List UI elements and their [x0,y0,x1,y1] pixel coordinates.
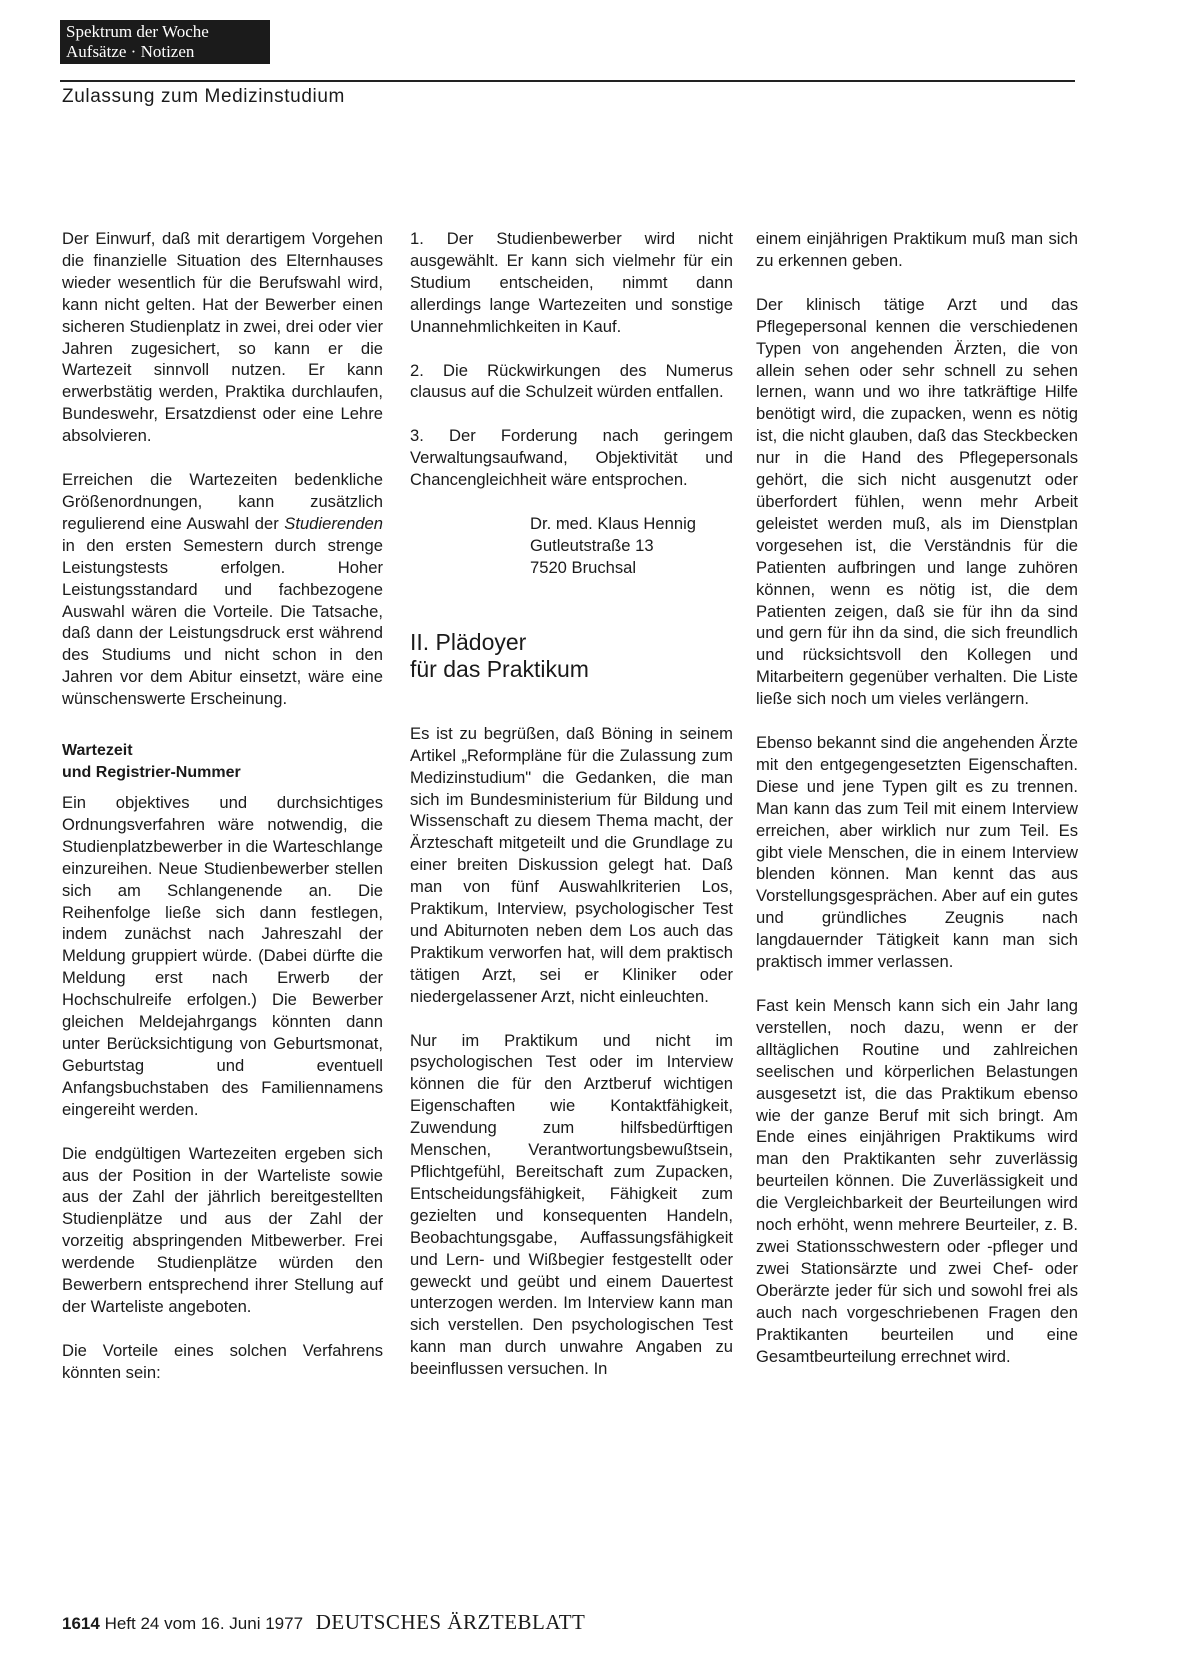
author-name: Dr. med. Klaus Hennig [530,514,697,534]
section-title-line2: für das Praktikum [410,655,589,682]
page-number: 1614 [62,1614,100,1633]
paragraph: Die endgültigen Wartezeiten ergeben sich aus der Position in der Warteliste sowie aus der Zahl der jährlich bereitgestellten Studienplätze und aus der Zahl der vorzeitig abspringenden Mitbewerber. Frei werdende Studienplätze würden den Bewerbern entsprechend ihrer Stellung auf der Warteliste angeboten. [62,1143,383,1316]
paragraph: Der klinisch tätige Arzt und das Pflegepersonal kennen die verschiedenen Typen von angehenden Ärzten, die von allein sehen oder sehr schnell zu sehen lernen, wann und wo ihre tatkräftige Hilfe benötigt wird, die zupacken, wenn es nötig ist, die nicht glauben, daß das Steckbecken nur in die Hand des Pflegepersonals gehört, die sich nicht ausgenutzt oder überfordert fühlen, wenn mehr Arbeit geleistet werden muß, als im Dienstplan vorgesehen ist, die Verständnis für die Patienten aufbringen und lange zuhören können, wenn es nötig ist, die dem Patienten zeigen, daß sie für ihn da sind und gern für ihn da sind, die sich freundlich und rücksichtsvoll den Kollegen und Mitarbeitern gegenüber verhalten. Die Liste ließe sich noch um vieles verlängern. [756,294,1078,709]
italic-term: Studierenden [284,513,383,533]
author-street: Gutleutstraße 13 [530,535,654,555]
section-label-line1: Spektrum der Woche [66,22,209,41]
subheading [62,740,383,784]
author-city: 7520 Bruchsal [530,557,637,577]
journal-name: DEUTSCHES ÄRZTEBLATT [315,1610,586,1634]
paragraph: Die Vorteile eines solchen Verfahrens könnten sein: [62,1340,383,1382]
paragraph: 1. Der Studienbewerber wird nicht ausgewählt. Er kann sich vielmehr für ein Studium entscheiden, nimmt dann allerdings lange Wartezeiten und sonstige Unannehmlichkeiten in Kauf. [410,229,733,336]
section-label-box [60,20,270,64]
paragraph: Es ist zu begrüßen, daß Böning in seinem Artikel „Reformpläne für die Zulassung zum Medizinstudium" die Gedanken, die man sich im Bundesministerium für Bildung und Wissenschaft zu diesem Thema macht, der Ärzteschaft mitgeteilt und die Grundlage zu einer breiten Diskussion gelegt hat. Daß man von fünf Auswahlkriterien Los, Praktikum, Interview, psychologischer Test und Abiturnoten neben dem Los auch das Praktikum verworfen hat, will dem praktisch tätigen Arzt, sei er Kliniker oder niedergelassener Arzt, nicht einleuchten. [410,723,733,1006]
column-2 [410,228,733,1402]
subheading-line1: Wartezeit [62,742,133,760]
issue-info: Heft 24 vom 16. Juni 1977 [104,1614,304,1633]
page-footer [62,1610,585,1635]
column-3 [756,228,1078,1389]
paragraph: einem einjährigen Praktikum muß man sich zu erkennen geben. [756,229,1078,270]
paragraph: Nur im Praktikum und nicht im psychologischen Test oder im Interview können die für den Arztberuf wichtigen Eigenschaften wie Kontaktfähigkeit, Zuwendung zum hilfsbedürftigen Menschen, Verantwortungsbewußtsein, Pflichtgefühl, Bereitschaft zum Zupacken, Entscheidungsfähigkeit, Fähigkeit zum gezielten und konsequenten Handeln, Beobachtungsgabe, Auffassungsfähigkeit und Lern- und Wißbegier festgestellt oder geweckt und geübt und einem Dauertest unterzogen werden. Im Interview kann man sich verstellen. Den psychologischen Test kann man durch unwahre Angaben zu beeinflussen versuchen. In [410,1030,733,1379]
author-signature [530,513,733,579]
paragraph: 3. Der Forderung nach geringem Verwaltungsaufwand, Objektivität und Chancengleichheit wäre entsprochen. [410,426,733,490]
paragraph: Fast kein Mensch kann sich ein Jahr lang verstellen, noch dazu, wenn er der alltäglichen Routine und zahlreichen seelischen und körperlichen Belastungen ausgesetzt ist, die das Praktikum ebenso wie der ganze Beruf mit sich bringt. Am Ende eines einjährigen Praktikums wird man den Praktikanten sehr zuverlässig beurteilen können. Die Zuverlässigkeit und die Vergleichbarkeit der Beurteilungen wird noch erhöht, wenn mehrere Beurteiler, z. B. zwei Stationsschwestern oder -pfleger und zwei Stationsärzte und zwei Chef- oder Oberärzte jeder für sich und sowohl frei als auch nach vorgeschriebenen Fragen den Praktikanten beurteilen und eine Gesamtbeurteilung errechnet wird. [756,996,1078,1366]
paragraph: 2. Die Rückwirkungen des Numerus clausus auf die Schulzeit würden entfallen. [410,360,733,402]
text-run: Erreichen die Wartezeiten bedenkliche Größenordnungen, kann zusätzlich regulierend eine Auswahl der [62,470,383,533]
paragraph: Ebenso bekannt sind die angehenden Ärzte mit den entgegengesetzten Eigenschaften. Diese und jene Typen gilt es zu trennen. Man kann das zum Teil mit einem Interview erreichen, aber wirklich nur zum Teil. Es gibt viele Menschen, die in einem Interview blenden können. Man kennt das aus Vorstellungsgesprächen. Aber auf ein gutes und gründliches Zeugnis nach langdauernder Tätigkeit kann man sich praktisch immer verlassen. [756,733,1078,972]
paragraph: Ein objektives und durchsichtiges Ordnungsverfahren wäre notwendig, die Studienplatzbewerber in die Warteschlange einzureihen. Neue Studienbewerber stellen sich am Schlangenende an. Die Reihenfolge ließe sich dann festlegen, indem zunächst nach Jahreszahl der Meldung gruppiert würde. (Dabei dürfte die Meldung erst nach Erwerb der Hochschulreife erfolgen.) Die Bewerber gleichen Meldejahrgangs könnten dann unter Berücksichtigung von Geburtsmonat, Geburtstag und eventuell Anfangsbuchstaben des Familiennamens eingereiht werden. [62,793,383,1119]
text-run: in den ersten Semestern durch strenge Leistungstests erfolgen. Hoher Leistungsstandard und fachbezogene Auswahl wären die Vorteile. Die Tatsache, daß dann der Leistungsdruck erst während des Studiums und nicht schon in den Jahren vor dem Abitur einsetzt, wäre eine wünschenswerte Erscheinung. [62,535,383,709]
paragraph: Der Einwurf, daß mit derartigem Vorgehen die finanzielle Situation des Elternhauses wieder wesentlich für die Berufswahl wird, kann nicht gelten. Hat der Bewerber einen sicheren Studienplatz in zwei, drei oder vier Jahren zugesichert, so kann er die Wartezeit sinnvoll nutzen. Er kann erwerbstätig werden, Praktika durchlaufen, Bundeswehr, Ersatzdienst oder eine Lehre absolvieren. [62,229,383,446]
section-title [410,629,733,683]
section-title-line1: II. Plädoyer [410,628,527,655]
paragraph [62,469,383,710]
column-1 [62,228,383,1406]
running-head: Zulassung zum Medizinstudium [62,86,345,107]
header-rule [60,80,1075,82]
section-label-line2: Aufsätze · Notizen [66,42,195,61]
subheading-line2: und Registrier-Nummer [62,764,241,782]
